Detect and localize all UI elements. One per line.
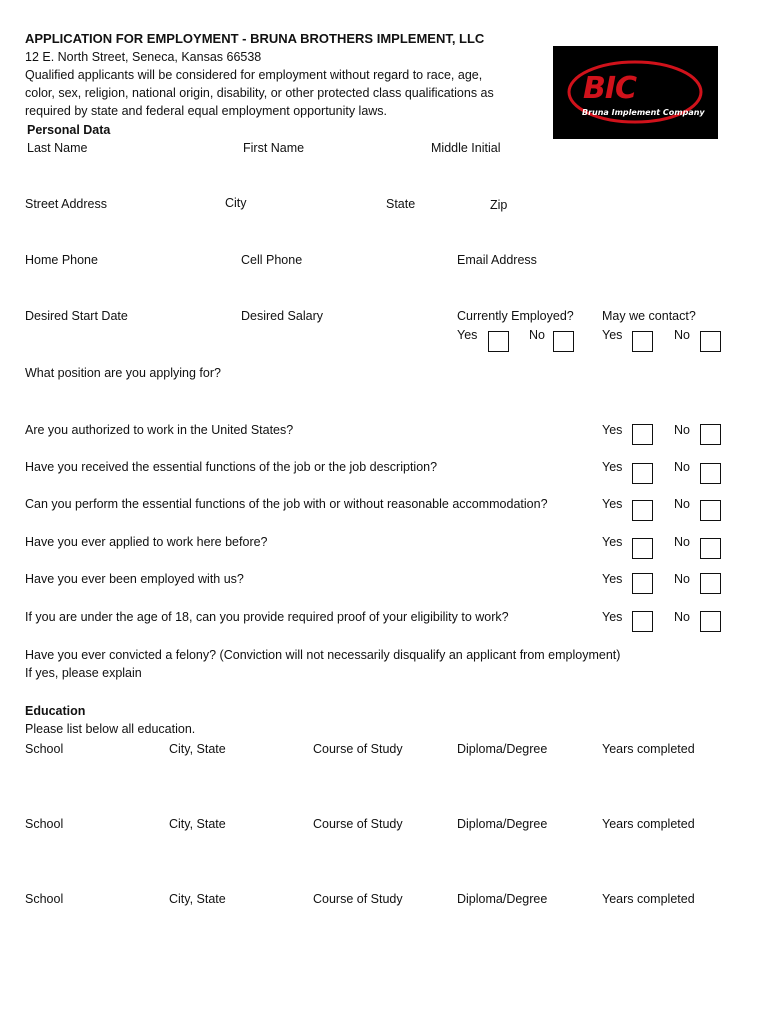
may-we-contact-label: May we contact? [602, 309, 696, 323]
middle-initial-label: Middle Initial [431, 141, 501, 155]
education-diploma-label: Diploma/Degree [457, 817, 548, 831]
currently-employed-yes-checkbox[interactable] [488, 331, 509, 352]
email-address-label: Email Address [457, 253, 537, 267]
position-applying-label: What position are you applying for? [25, 366, 221, 380]
question-perform-functions-no-checkbox[interactable] [700, 500, 721, 521]
question-applied-before-no-checkbox[interactable] [700, 538, 721, 559]
currently-employed-yes-label: Yes [457, 328, 478, 342]
question-employed-before: Have you ever been employed with us? [25, 572, 244, 586]
desired-salary-label: Desired Salary [241, 309, 323, 323]
question-authorized-yes-checkbox[interactable] [632, 424, 653, 445]
education-course-label: Course of Study [313, 892, 403, 906]
education-school-label: School [25, 817, 64, 831]
question-employed-before-yes-checkbox[interactable] [632, 573, 653, 594]
question-perform-functions-yes-checkbox[interactable] [632, 500, 653, 521]
question-under-18-yes-checkbox[interactable] [632, 611, 653, 632]
question-received-functions-yes-checkbox[interactable] [632, 463, 653, 484]
education-diploma-label: Diploma/Degree [457, 742, 548, 756]
question-applied-before-yes-checkbox[interactable] [632, 538, 653, 559]
question-employed-before-no-checkbox[interactable] [700, 573, 721, 594]
eeo-statement-line-1: Qualified applicants will be considered for employment without regard to race, age, [25, 68, 483, 82]
company-address: 12 E. North Street, Seneca, Kansas 66538 [25, 50, 262, 64]
education-school-label: School [25, 892, 64, 906]
question-authorized-no-checkbox[interactable] [700, 424, 721, 445]
street-address-label: Street Address [25, 197, 107, 211]
eeo-statement-line-3: required by state and federal equal employment opportunity laws. [25, 104, 388, 118]
education-years-label: Years completed [602, 817, 695, 831]
question-perform-functions: Can you perform the essential functions of the job with or without reasonable accommodation? [25, 497, 548, 511]
may-contact-no-checkbox[interactable] [700, 331, 721, 352]
question-under-18-no-checkbox[interactable] [700, 611, 721, 632]
question-received-functions: Have you received the essential functions of the job or the job description? [25, 460, 438, 474]
zip-label: Zip [490, 198, 508, 212]
first-name-label: First Name [243, 141, 305, 155]
education-years-label: Years completed [602, 742, 695, 756]
question-employed-before-yes-label: Yes [602, 572, 623, 586]
question-received-functions-yes-label: Yes [602, 460, 623, 474]
question-perform-functions-yes-label: Yes [602, 497, 623, 511]
question-received-functions-no-checkbox[interactable] [700, 463, 721, 484]
question-authorized-yes-label: Yes [602, 423, 623, 437]
question-employed-before-no-label: No [674, 572, 690, 586]
logo-subtitle: Bruna Implement Company [582, 108, 705, 117]
question-authorized-no-label: No [674, 423, 690, 437]
education-diploma-label: Diploma/Degree [457, 892, 548, 906]
felony-explain-label: If yes, please explain [25, 666, 142, 680]
may-contact-yes-checkbox[interactable] [632, 331, 653, 352]
education-course-label: Course of Study [313, 742, 403, 756]
city-label: City [225, 196, 247, 210]
may-contact-no-label: No [674, 328, 690, 342]
cell-phone-label: Cell Phone [241, 253, 303, 267]
question-applied-before-yes-label: Yes [602, 535, 623, 549]
education-city-state-label: City, State [169, 817, 226, 831]
question-received-functions-no-label: No [674, 460, 690, 474]
currently-employed-label: Currently Employed? [457, 309, 574, 323]
state-label: State [386, 197, 416, 211]
last-name-label: Last Name [27, 141, 88, 155]
felony-question: Have you ever convicted a felony? (Conviction will not necessarily disqualify an applicant from employment) [25, 648, 621, 662]
education-city-state-label: City, State [169, 742, 226, 756]
question-under-18-no-label: No [674, 610, 690, 624]
home-phone-label: Home Phone [25, 253, 98, 267]
education-school-label: School [25, 742, 64, 756]
education-heading: Education [25, 704, 86, 718]
question-applied-before: Have you ever applied to work here before? [25, 535, 268, 549]
may-contact-yes-label: Yes [602, 328, 623, 342]
currently-employed-no-checkbox[interactable] [553, 331, 574, 352]
form-title: APPLICATION FOR EMPLOYMENT - BRUNA BROTHERS IMPLEMENT, LLC [25, 31, 485, 46]
education-years-label: Years completed [602, 892, 695, 906]
personal-data-heading: Personal Data [27, 123, 111, 137]
question-authorized: Are you authorized to work in the United States? [25, 423, 294, 437]
education-intro: Please list below all education. [25, 722, 196, 736]
currently-employed-no-label: No [529, 328, 545, 342]
question-under-18-yes-label: Yes [602, 610, 623, 624]
desired-start-date-label: Desired Start Date [25, 309, 128, 323]
company-logo [553, 46, 718, 139]
eeo-statement-line-2: color, sex, religion, national origin, disability, or other protected class qualifications as [25, 86, 494, 100]
question-under-18: If you are under the age of 18, can you provide required proof of your eligibility to work? [25, 610, 509, 624]
education-course-label: Course of Study [313, 817, 403, 831]
logo-wordmark: BIC [583, 71, 637, 106]
question-perform-functions-no-label: No [674, 497, 690, 511]
education-city-state-label: City, State [169, 892, 226, 906]
question-applied-before-no-label: No [674, 535, 690, 549]
